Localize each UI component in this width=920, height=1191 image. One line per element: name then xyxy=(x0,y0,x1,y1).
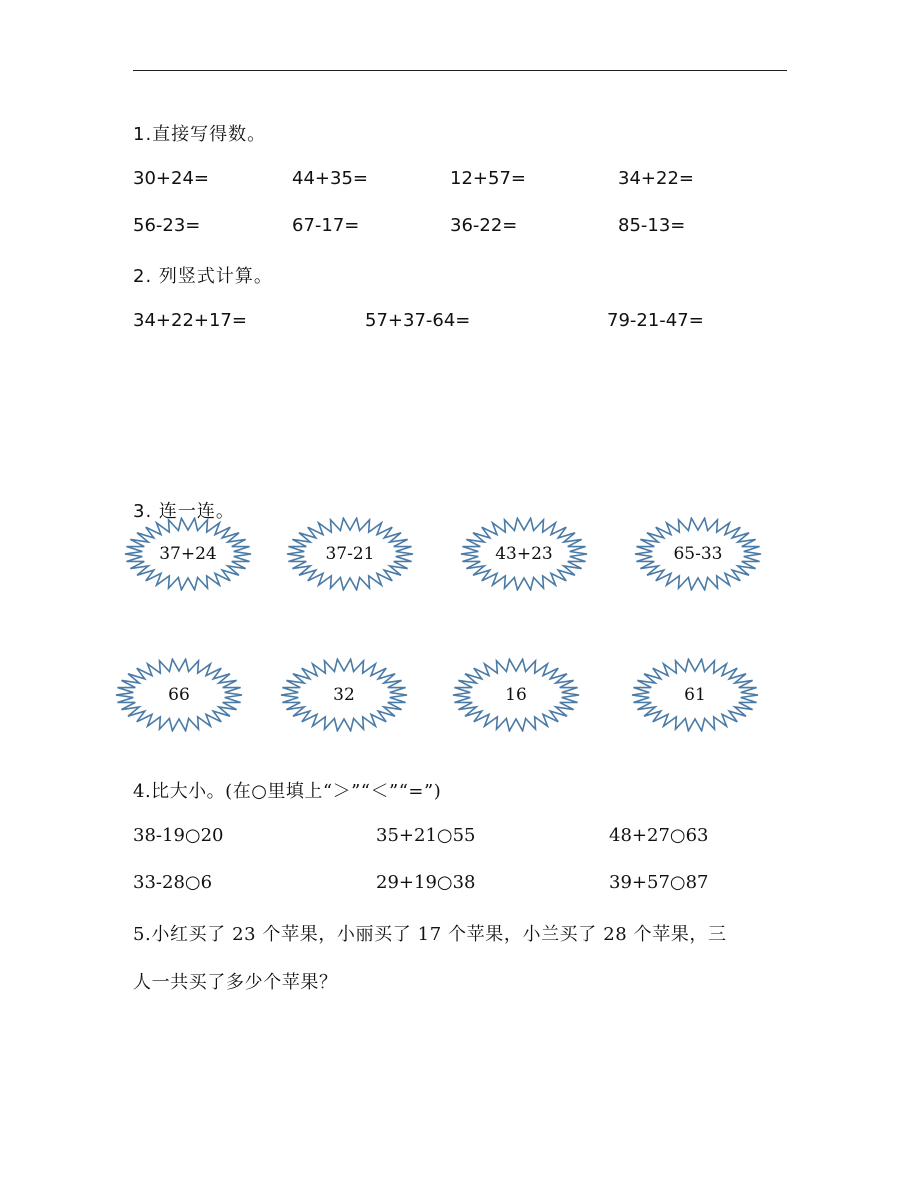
q1-item: 44+35= xyxy=(292,168,368,189)
header-rule xyxy=(133,70,787,71)
q1-item: 30+24= xyxy=(133,168,209,189)
q4-item: 39+57○87 xyxy=(609,872,709,893)
burst-expression[interactable] xyxy=(459,517,589,591)
burst-expression[interactable] xyxy=(633,517,763,591)
burst-label: 43+23 xyxy=(495,544,553,564)
q1-title: 1.直接写得数。 xyxy=(133,124,267,145)
q4-item: 29+19○38 xyxy=(376,872,476,893)
burst-answer[interactable] xyxy=(279,658,409,732)
burst-label: 16 xyxy=(505,685,527,705)
burst-answer[interactable] xyxy=(630,658,760,732)
burst-expression[interactable] xyxy=(285,517,415,591)
q4-item: 38-19○20 xyxy=(133,825,224,846)
burst-label: 61 xyxy=(684,685,706,705)
q4-title: 4.比大小。(在○里填上“＞”“＜”“=”) xyxy=(133,781,442,802)
q2-title: 2. 列竖式计算。 xyxy=(133,266,273,287)
q1-item: 36-22= xyxy=(450,215,518,236)
burst-answer[interactable] xyxy=(114,658,244,732)
q1-item: 34+22= xyxy=(618,168,694,189)
q1-item: 12+57= xyxy=(450,168,526,189)
burst-label: 66 xyxy=(168,685,190,705)
q2-item: 79-21-47= xyxy=(607,310,704,331)
q2-item: 34+22+17= xyxy=(133,310,247,331)
q5-line: 人一共买了多少个苹果？ xyxy=(133,972,338,993)
burst-answer[interactable] xyxy=(451,658,581,732)
q1-item: 56-23= xyxy=(133,215,201,236)
burst-label: 32 xyxy=(333,685,355,705)
q1-item: 85-13= xyxy=(618,215,686,236)
q4-item: 33-28○6 xyxy=(133,872,213,893)
q4-item: 48+27○63 xyxy=(609,825,709,846)
burst-expression[interactable] xyxy=(123,517,253,591)
q3-title: 3. 连一连。 xyxy=(133,501,235,522)
q5-line: 5.小红买了 23 个苹果，小丽买了 17 个苹果，小兰买了 28 个苹果，三 xyxy=(133,924,727,945)
burst-label: 65-33 xyxy=(673,544,723,564)
burst-label: 37+24 xyxy=(159,544,217,564)
q4-item: 35+21○55 xyxy=(376,825,476,846)
burst-label: 37-21 xyxy=(325,544,375,564)
q2-item: 57+37-64= xyxy=(365,310,471,331)
q1-item: 67-17= xyxy=(292,215,360,236)
